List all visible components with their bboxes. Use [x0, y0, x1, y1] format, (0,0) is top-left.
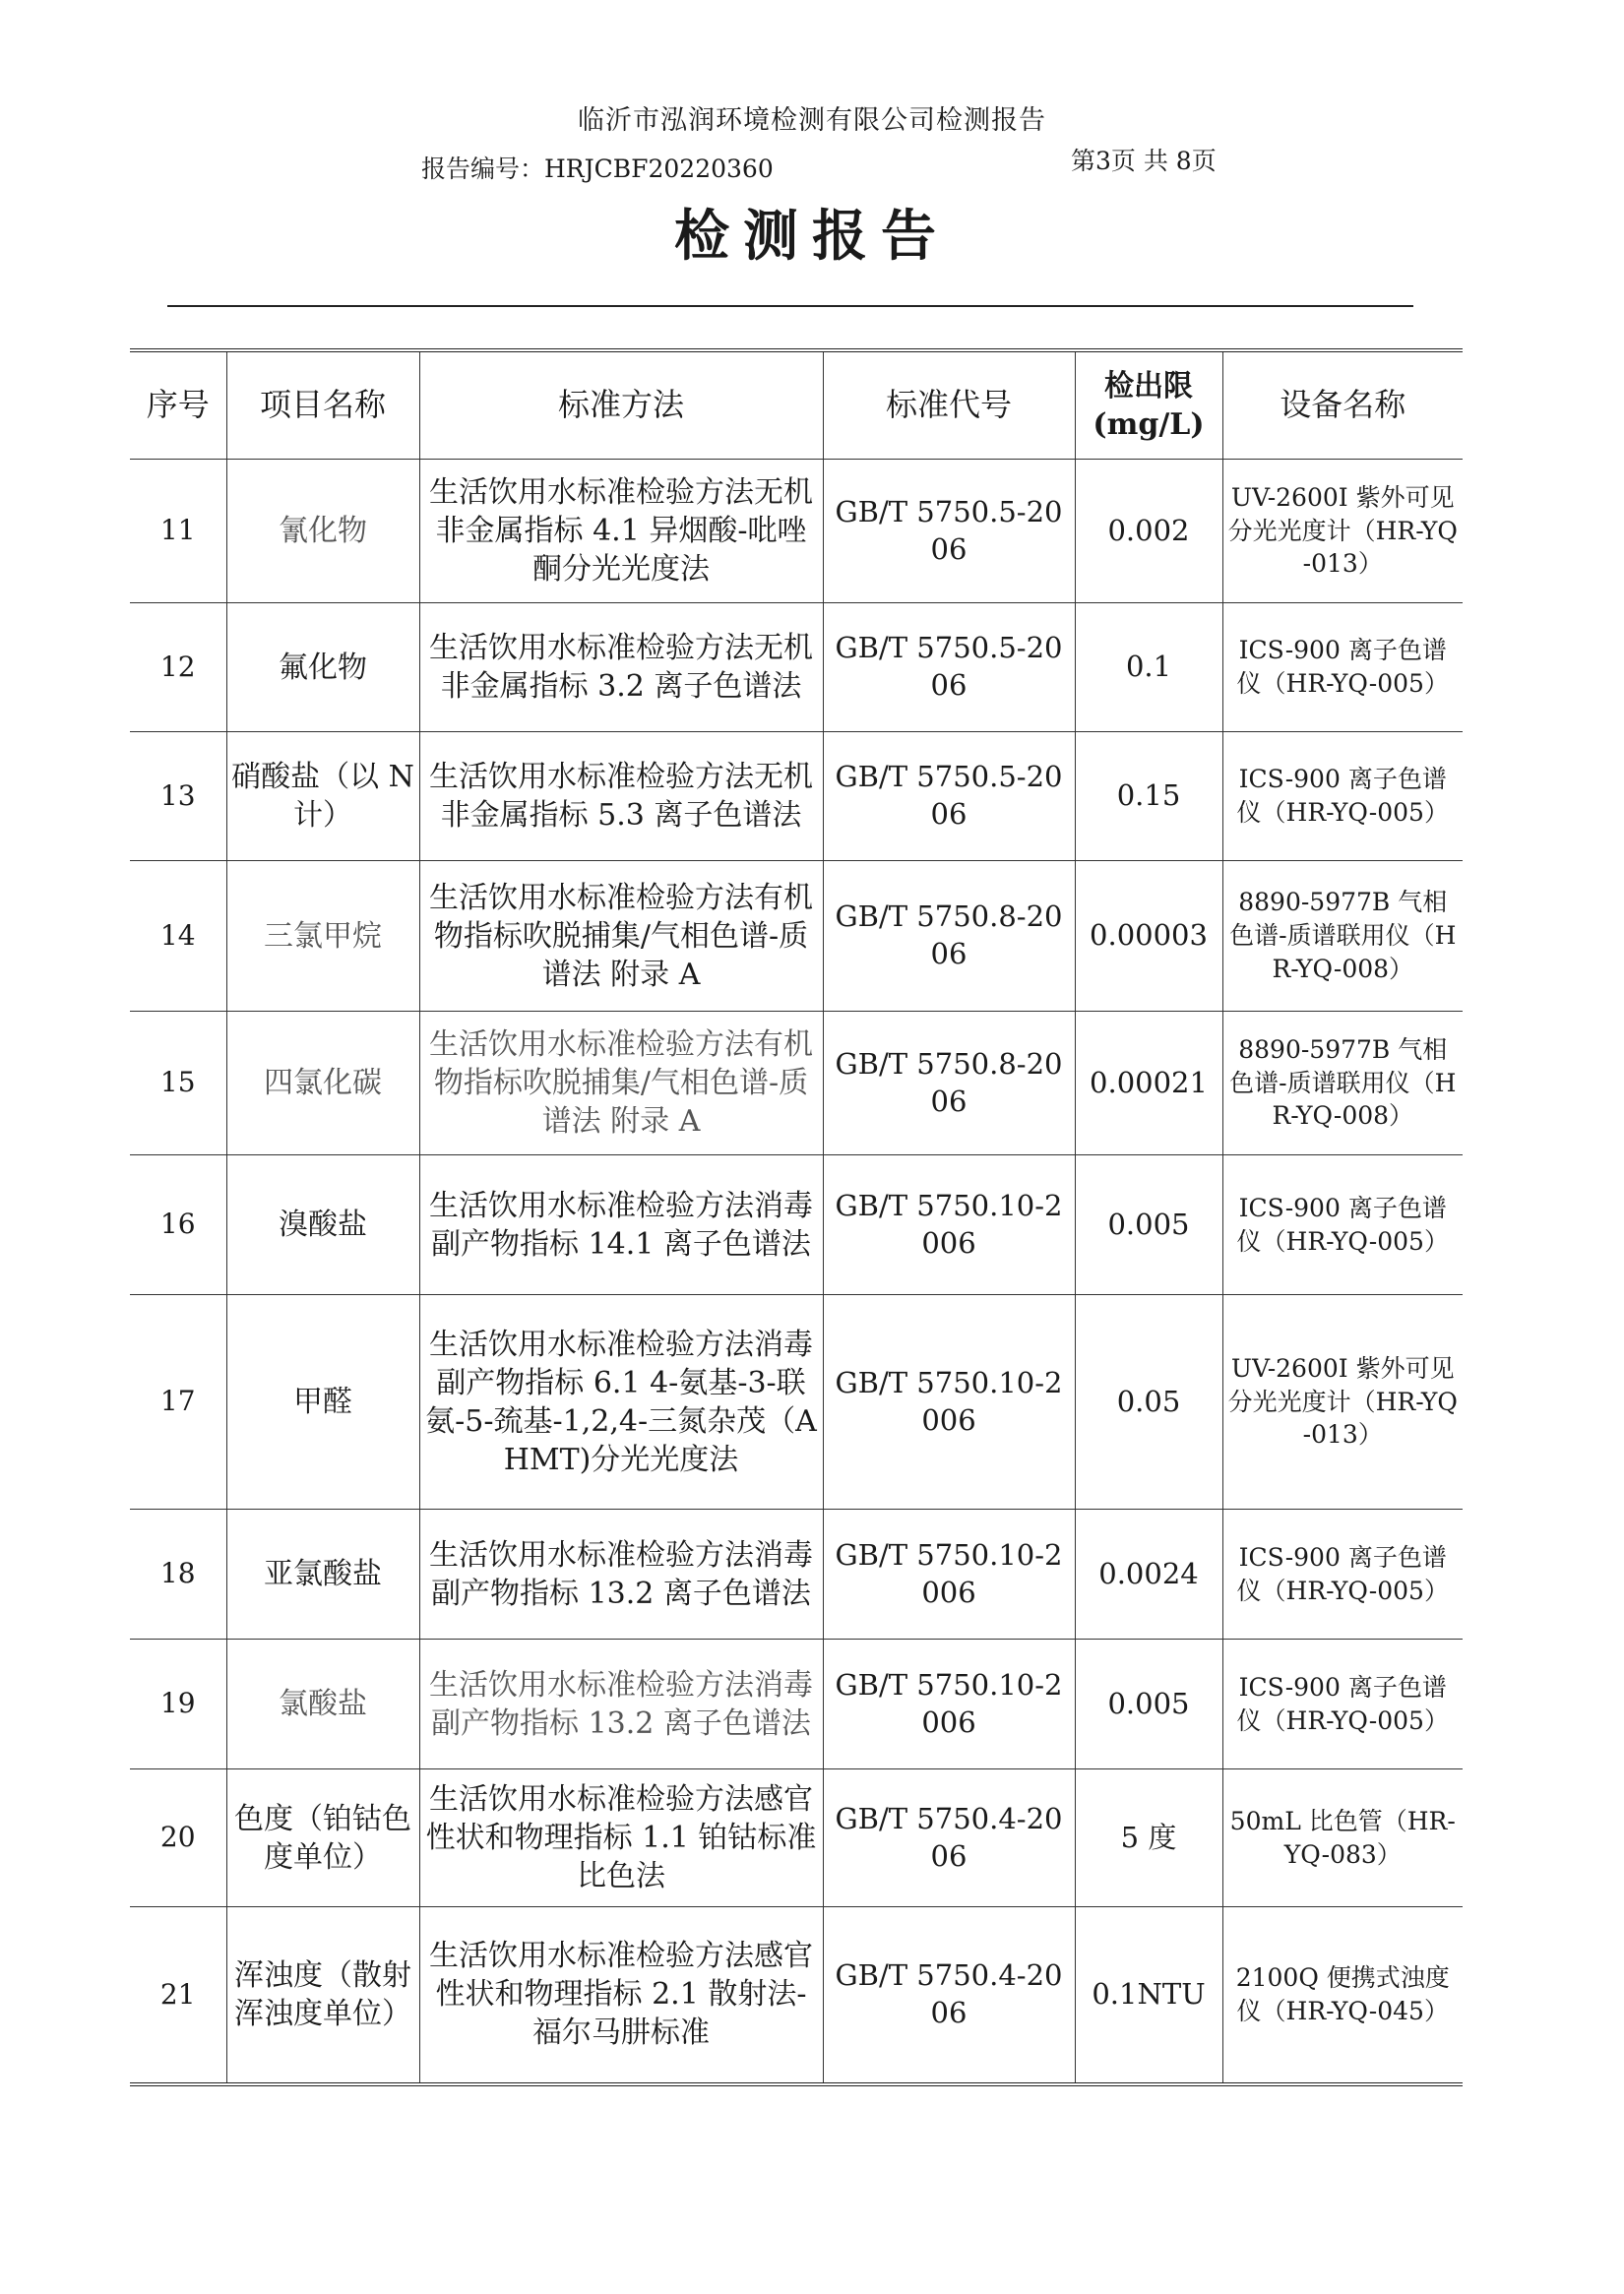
cell-standard-code: GB/T 5750.5-2006 [823, 732, 1075, 861]
cell-standard-method: 生活饮用水标准检验方法感官性状和物理指标 1.1 铂钴标准比色法 [419, 1769, 823, 1907]
cell-standard-method: 生活饮用水标准检验方法消毒副产物指标 6.1 4-氨基-3-联氨-5-巯基-1,2,4-三氮杂茂（AHMT)分光光度法 [419, 1295, 823, 1510]
cell-seq: 20 [130, 1769, 226, 1907]
cell-equipment-name: 8890-5977B 气相色谱-质谱联用仪（HR-YQ-008） [1222, 861, 1463, 1012]
table-row [130, 1295, 1463, 1510]
cell-seq: 18 [130, 1510, 226, 1640]
cell-equipment-name: UV-2600I 紫外可见分光光度计（HR-YQ-013） [1222, 460, 1463, 603]
cell-standard-method: 生活饮用水标准检验方法无机非金属指标 4.1 异烟酸-吡唑酮分光光度法 [419, 460, 823, 603]
cell-item-name: 溴酸盐 [226, 1155, 419, 1295]
cell-equipment-name: UV-2600I 紫外可见分光光度计（HR-YQ-013） [1222, 1295, 1463, 1510]
header-standard-code: 标准代号 [823, 350, 1075, 460]
cell-seq: 17 [130, 1295, 226, 1510]
header-seq: 序号 [130, 350, 226, 460]
cell-equipment-name: 50mL 比色管（HR-YQ-083） [1222, 1769, 1463, 1907]
cell-standard-code: GB/T 5750.4-2006 [823, 1907, 1075, 2084]
cell-item-name: 硝酸盐（以 N 计） [226, 732, 419, 861]
cell-standard-code: GB/T 5750.5-2006 [823, 603, 1075, 732]
cell-item-name: 浑浊度（散射浑浊度单位） [226, 1907, 419, 2084]
table-row [130, 1907, 1463, 2084]
cell-item-name: 色度（铂钴色度单位） [226, 1769, 419, 1907]
cell-standard-code: GB/T 5750.8-2006 [823, 1012, 1075, 1155]
cell-seq: 21 [130, 1907, 226, 2084]
table-row [130, 1769, 1463, 1907]
cell-item-name: 亚氯酸盐 [226, 1510, 419, 1640]
table-row [130, 1510, 1463, 1640]
cell-equipment-name: ICS-900 离子色谱仪（HR-YQ-005） [1222, 1155, 1463, 1295]
cell-item-name: 氟化物 [226, 603, 419, 732]
cell-equipment-name: ICS-900 离子色谱仪（HR-YQ-005） [1222, 732, 1463, 861]
cell-seq: 12 [130, 603, 226, 732]
cell-detection-limit: 5 度 [1075, 1769, 1222, 1907]
cell-standard-code: GB/T 5750.8-2006 [823, 861, 1075, 1012]
header-standard-method: 标准方法 [419, 350, 823, 460]
page-number: 第3页 共 8页 [1071, 147, 1217, 175]
cell-seq: 11 [130, 460, 226, 603]
table-row [130, 1155, 1463, 1295]
table-header-row [130, 350, 1463, 460]
cell-equipment-name: 2100Q 便携式浊度仪（HR-YQ-045） [1222, 1907, 1463, 2084]
cell-seq: 16 [130, 1155, 226, 1295]
cell-standard-method: 生活饮用水标准检验方法有机物指标吹脱捕集/气相色谱-质谱法 附录 A [419, 861, 823, 1012]
cell-standard-method: 生活饮用水标准检验方法消毒副产物指标 13.2 离子色谱法 [419, 1510, 823, 1640]
header-divider [167, 305, 1413, 307]
cell-standard-code: GB/T 5750.5-2006 [823, 460, 1075, 603]
table-row [130, 1012, 1463, 1155]
cell-detection-limit: 0.1NTU [1075, 1907, 1222, 2084]
table-row [130, 460, 1463, 603]
table-row [130, 1640, 1463, 1769]
table-row [130, 861, 1463, 1012]
header-equipment-name: 设备名称 [1222, 350, 1463, 460]
header-item-name: 项目名称 [226, 350, 419, 460]
cell-seq: 19 [130, 1640, 226, 1769]
test-methods-table-container [130, 348, 1463, 2086]
cell-seq: 15 [130, 1012, 226, 1155]
cell-detection-limit: 0.05 [1075, 1295, 1222, 1510]
company-report-heading: 临沂市泓润环境检测有限公司检测报告 [578, 105, 1046, 136]
cell-detection-limit: 0.00003 [1075, 861, 1222, 1012]
cell-standard-method: 生活饮用水标准检验方法感官性状和物理指标 2.1 散射法-福尔马肼标准 [419, 1907, 823, 2084]
cell-standard-method: 生活饮用水标准检验方法消毒副产物指标 13.2 离子色谱法 [419, 1640, 823, 1769]
cell-detection-limit: 0.005 [1075, 1155, 1222, 1295]
cell-standard-method: 生活饮用水标准检验方法消毒副产物指标 14.1 离子色谱法 [419, 1155, 823, 1295]
cell-detection-limit: 0.1 [1075, 603, 1222, 732]
cell-equipment-name: 8890-5977B 气相色谱-质谱联用仪（HR-YQ-008） [1222, 1012, 1463, 1155]
cell-standard-code: GB/T 5750.10-2006 [823, 1155, 1075, 1295]
header-detection-limit: 检出限 (mg/L) [1075, 350, 1222, 460]
cell-detection-limit: 0.005 [1075, 1640, 1222, 1769]
cell-item-name: 甲醛 [226, 1295, 419, 1510]
cell-equipment-name: ICS-900 离子色谱仪（HR-YQ-005） [1222, 603, 1463, 732]
cell-standard-code: GB/T 5750.4-2006 [823, 1769, 1075, 1907]
report-number: 报告编号：HRJCBF20220360 [421, 155, 774, 183]
cell-standard-code: GB/T 5750.10-2006 [823, 1295, 1075, 1510]
cell-standard-method: 生活饮用水标准检验方法无机非金属指标 5.3 离子色谱法 [419, 732, 823, 861]
cell-seq: 13 [130, 732, 226, 861]
page-title: 检测报告 [674, 205, 950, 269]
cell-detection-limit: 0.0024 [1075, 1510, 1222, 1640]
cell-item-name: 氯酸盐 [226, 1640, 419, 1769]
test-methods-table [130, 348, 1463, 2086]
cell-standard-method: 生活饮用水标准检验方法无机非金属指标 3.2 离子色谱法 [419, 603, 823, 732]
cell-standard-method: 生活饮用水标准检验方法有机物指标吹脱捕集/气相色谱-质谱法 附录 A [419, 1012, 823, 1155]
cell-seq: 14 [130, 861, 226, 1012]
cell-detection-limit: 0.15 [1075, 732, 1222, 861]
cell-standard-code: GB/T 5750.10-2006 [823, 1510, 1075, 1640]
cell-equipment-name: ICS-900 离子色谱仪（HR-YQ-005） [1222, 1640, 1463, 1769]
cell-standard-code: GB/T 5750.10-2006 [823, 1640, 1075, 1769]
table-row [130, 732, 1463, 861]
cell-item-name: 四氯化碳 [226, 1012, 419, 1155]
cell-detection-limit: 0.002 [1075, 460, 1222, 603]
cell-item-name: 三氯甲烷 [226, 861, 419, 1012]
cell-detection-limit: 0.00021 [1075, 1012, 1222, 1155]
table-row [130, 603, 1463, 732]
cell-equipment-name: ICS-900 离子色谱仪（HR-YQ-005） [1222, 1510, 1463, 1640]
cell-item-name: 氰化物 [226, 460, 419, 603]
